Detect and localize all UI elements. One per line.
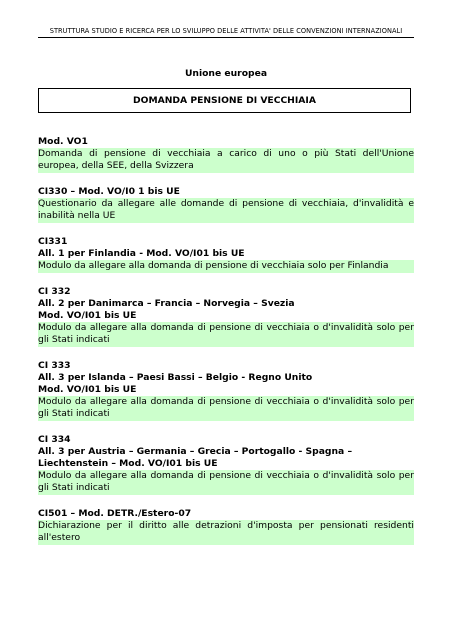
- form-description: Modulo da allegare alla domanda di pensione di vecchiaia solo per Finlandia: [38, 260, 414, 273]
- section-title-box: [38, 88, 411, 113]
- form-entry: [38, 136, 414, 173]
- form-code: CI331: [38, 236, 68, 247]
- form-entry: [38, 434, 414, 495]
- form-entry: [38, 360, 414, 421]
- running-header: STRUTTURA STUDIO E RICERCA PER LO SVILUPPO DELLE ATTIVITA' DELLE CONVENZIONI INTERNAZIONALI: [38, 27, 414, 38]
- form-entry: [38, 236, 414, 273]
- form-code: CI 334: [38, 434, 71, 445]
- form-attachment-line: All. 3 per Islanda – Paesi Bassi – Belgio - Regno Unito: [38, 372, 313, 383]
- form-entry: [38, 186, 414, 223]
- form-description: Modulo da allegare alla domanda di pensione di vecchiaia o d'invalidità solo per gli Stati indicati: [38, 470, 414, 493]
- form-code: CI 332: [38, 286, 71, 297]
- form-attachment-line: All. 1 per Finlandia - Mod. VO/I01 bis UE: [38, 248, 245, 259]
- form-model-line: Mod. VO/I01 bis UE: [38, 384, 137, 395]
- form-description: Questionario da allegare alle domande di pensione di vecchiaia, d'invalidità e inabilità nella UE: [38, 198, 414, 221]
- form-description: Domanda di pensione di vecchiaia a carico di uno o più Stati dell'Unione europea, della SEE, della Svizzera: [38, 148, 414, 171]
- section-title: DOMANDA PENSIONE DI VECCHIAIA: [133, 95, 316, 106]
- form-code: CI501 – Mod. DETR./Estero-07: [38, 508, 192, 519]
- form-model-line: Liechtenstein – Mod. VO/I01 bis UE: [38, 458, 218, 469]
- form-code: CI330 – Mod. VO/I0 1 bis UE: [38, 186, 180, 197]
- form-code: CI 333: [38, 360, 71, 371]
- form-list: [38, 136, 414, 558]
- form-entry: [38, 508, 414, 545]
- document-title: Unione europea: [184, 68, 268, 79]
- form-description: Modulo da allegare alla domanda di pensione di vecchiaia o d'invalidità solo per gli Stati indicati: [38, 396, 414, 419]
- form-attachment-line: All. 3 per Austria – Germania – Grecia – Portogallo - Spagna –: [38, 446, 353, 457]
- form-entry: [38, 286, 414, 347]
- form-description: Dichiarazione per il diritto alle detrazioni d'imposta per pensionati residenti all'estero: [38, 520, 414, 543]
- form-model-line: Mod. VO/I01 bis UE: [38, 310, 137, 321]
- form-description: Modulo da allegare alla domanda di pensione di vecchiaia o d'invalidità solo per gli Stati indicati: [38, 322, 414, 345]
- form-attachment-line: All. 2 per Danimarca – Francia – Norvegia – Svezia: [38, 298, 295, 309]
- form-code: Mod. VO1: [38, 136, 88, 147]
